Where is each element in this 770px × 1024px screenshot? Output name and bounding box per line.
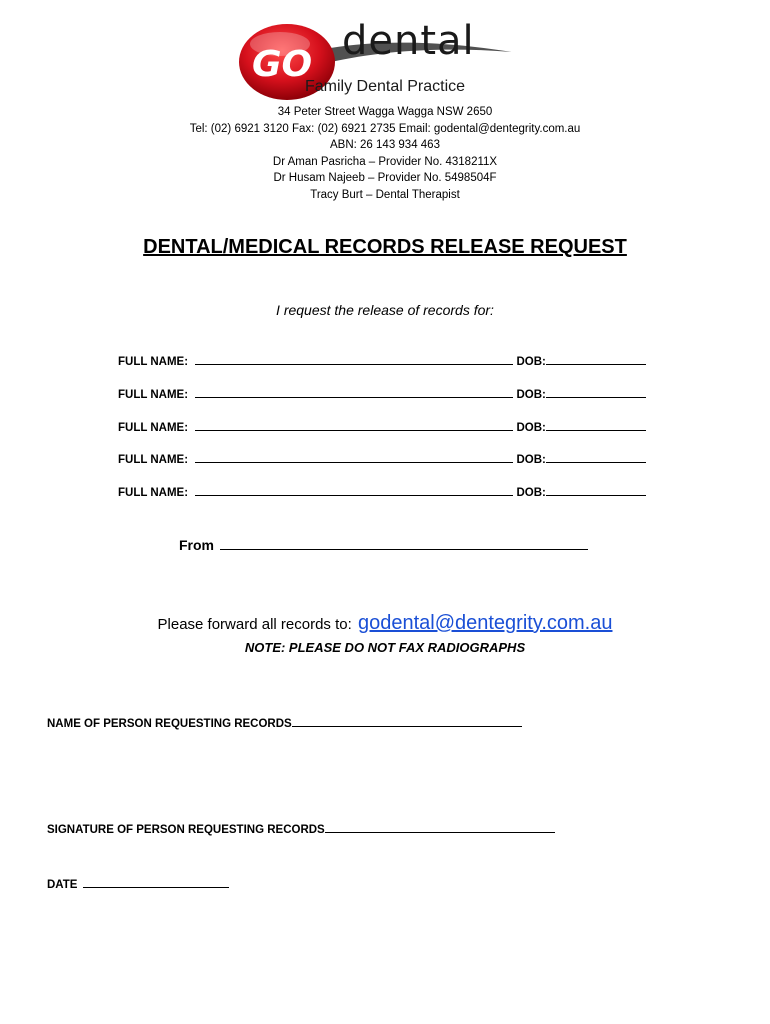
- full-name-label: FULL NAME:: [118, 487, 189, 499]
- provider-line: Dr Husam Najeeb – Provider No. 5498504F: [273, 172, 497, 185]
- from-field[interactable]: [220, 537, 588, 550]
- provider-line: Dr Aman Pasricha – Provider No. 4318211X: [272, 155, 498, 168]
- abn-line: ABN: 26 143 934 463: [330, 139, 440, 152]
- radiograph-note: NOTE: PLEASE DO NOT FAX RADIOGRAPHS: [244, 640, 526, 655]
- signature-field[interactable]: [325, 822, 555, 833]
- requester-row: [47, 716, 522, 730]
- therapist-line: Tracy Burt – Dental Therapist: [310, 188, 460, 201]
- signature-label: SIGNATURE OF PERSON REQUESTING RECORDS: [47, 824, 325, 836]
- forward-instruction: [0, 612, 770, 635]
- dob-label: DOB:: [516, 389, 546, 401]
- dob-field[interactable]: [546, 420, 646, 431]
- go-dental-logo: [232, 14, 522, 104]
- requester-name-field[interactable]: [292, 716, 522, 727]
- date-row: [47, 877, 229, 891]
- full-name-field[interactable]: [195, 485, 513, 496]
- patient-row: [118, 387, 646, 401]
- date-label: DATE: [47, 879, 78, 891]
- patient-row: [118, 354, 646, 368]
- requester-label: NAME OF PERSON REQUESTING RECORDS: [47, 718, 292, 730]
- forward-email-link[interactable]: godental@dentegrity.com.au: [357, 612, 613, 634]
- patient-row: [118, 420, 646, 434]
- dob-label: DOB:: [516, 422, 546, 434]
- contact-line: Tel: (02) 6921 3120 Fax: (02) 6921 2735 Email: godental@dentegrity.com.au: [189, 122, 581, 135]
- full-name-field[interactable]: [195, 387, 513, 398]
- form-title: DENTAL/MEDICAL RECORDS RELEASE REQUEST: [143, 236, 627, 258]
- full-name-field[interactable]: [195, 354, 513, 365]
- full-name-field[interactable]: [195, 420, 513, 431]
- logo-go-text: GO: [252, 44, 313, 85]
- full-name-label: FULL NAME:: [118, 356, 189, 368]
- full-name-label: FULL NAME:: [118, 454, 189, 466]
- practice-details: [0, 104, 770, 204]
- dob-label: DOB:: [516, 454, 546, 466]
- full-name-label: FULL NAME:: [118, 389, 189, 401]
- full-name-field[interactable]: [195, 452, 513, 463]
- dob-field[interactable]: [546, 452, 646, 463]
- from-label: From: [179, 537, 214, 553]
- patient-row: [118, 452, 646, 466]
- date-field[interactable]: [83, 877, 229, 888]
- logo-dental-text: dental: [342, 18, 475, 64]
- address-line: 34 Peter Street Wagga Wagga NSW 2650: [277, 106, 493, 118]
- from-row: [179, 537, 588, 553]
- dob-label: DOB:: [516, 356, 546, 368]
- logo-tagline: Family Dental Practice: [305, 78, 466, 95]
- patient-row: [118, 485, 646, 499]
- dob-field[interactable]: [546, 485, 646, 496]
- full-name-label: FULL NAME:: [118, 422, 189, 434]
- dob-label: DOB:: [516, 487, 546, 499]
- dob-field[interactable]: [546, 354, 646, 365]
- forward-text: Please forward all records to:: [157, 616, 352, 633]
- dob-field[interactable]: [546, 387, 646, 398]
- form-intro: I request the release of records for:: [276, 302, 494, 318]
- signature-row: [47, 822, 555, 836]
